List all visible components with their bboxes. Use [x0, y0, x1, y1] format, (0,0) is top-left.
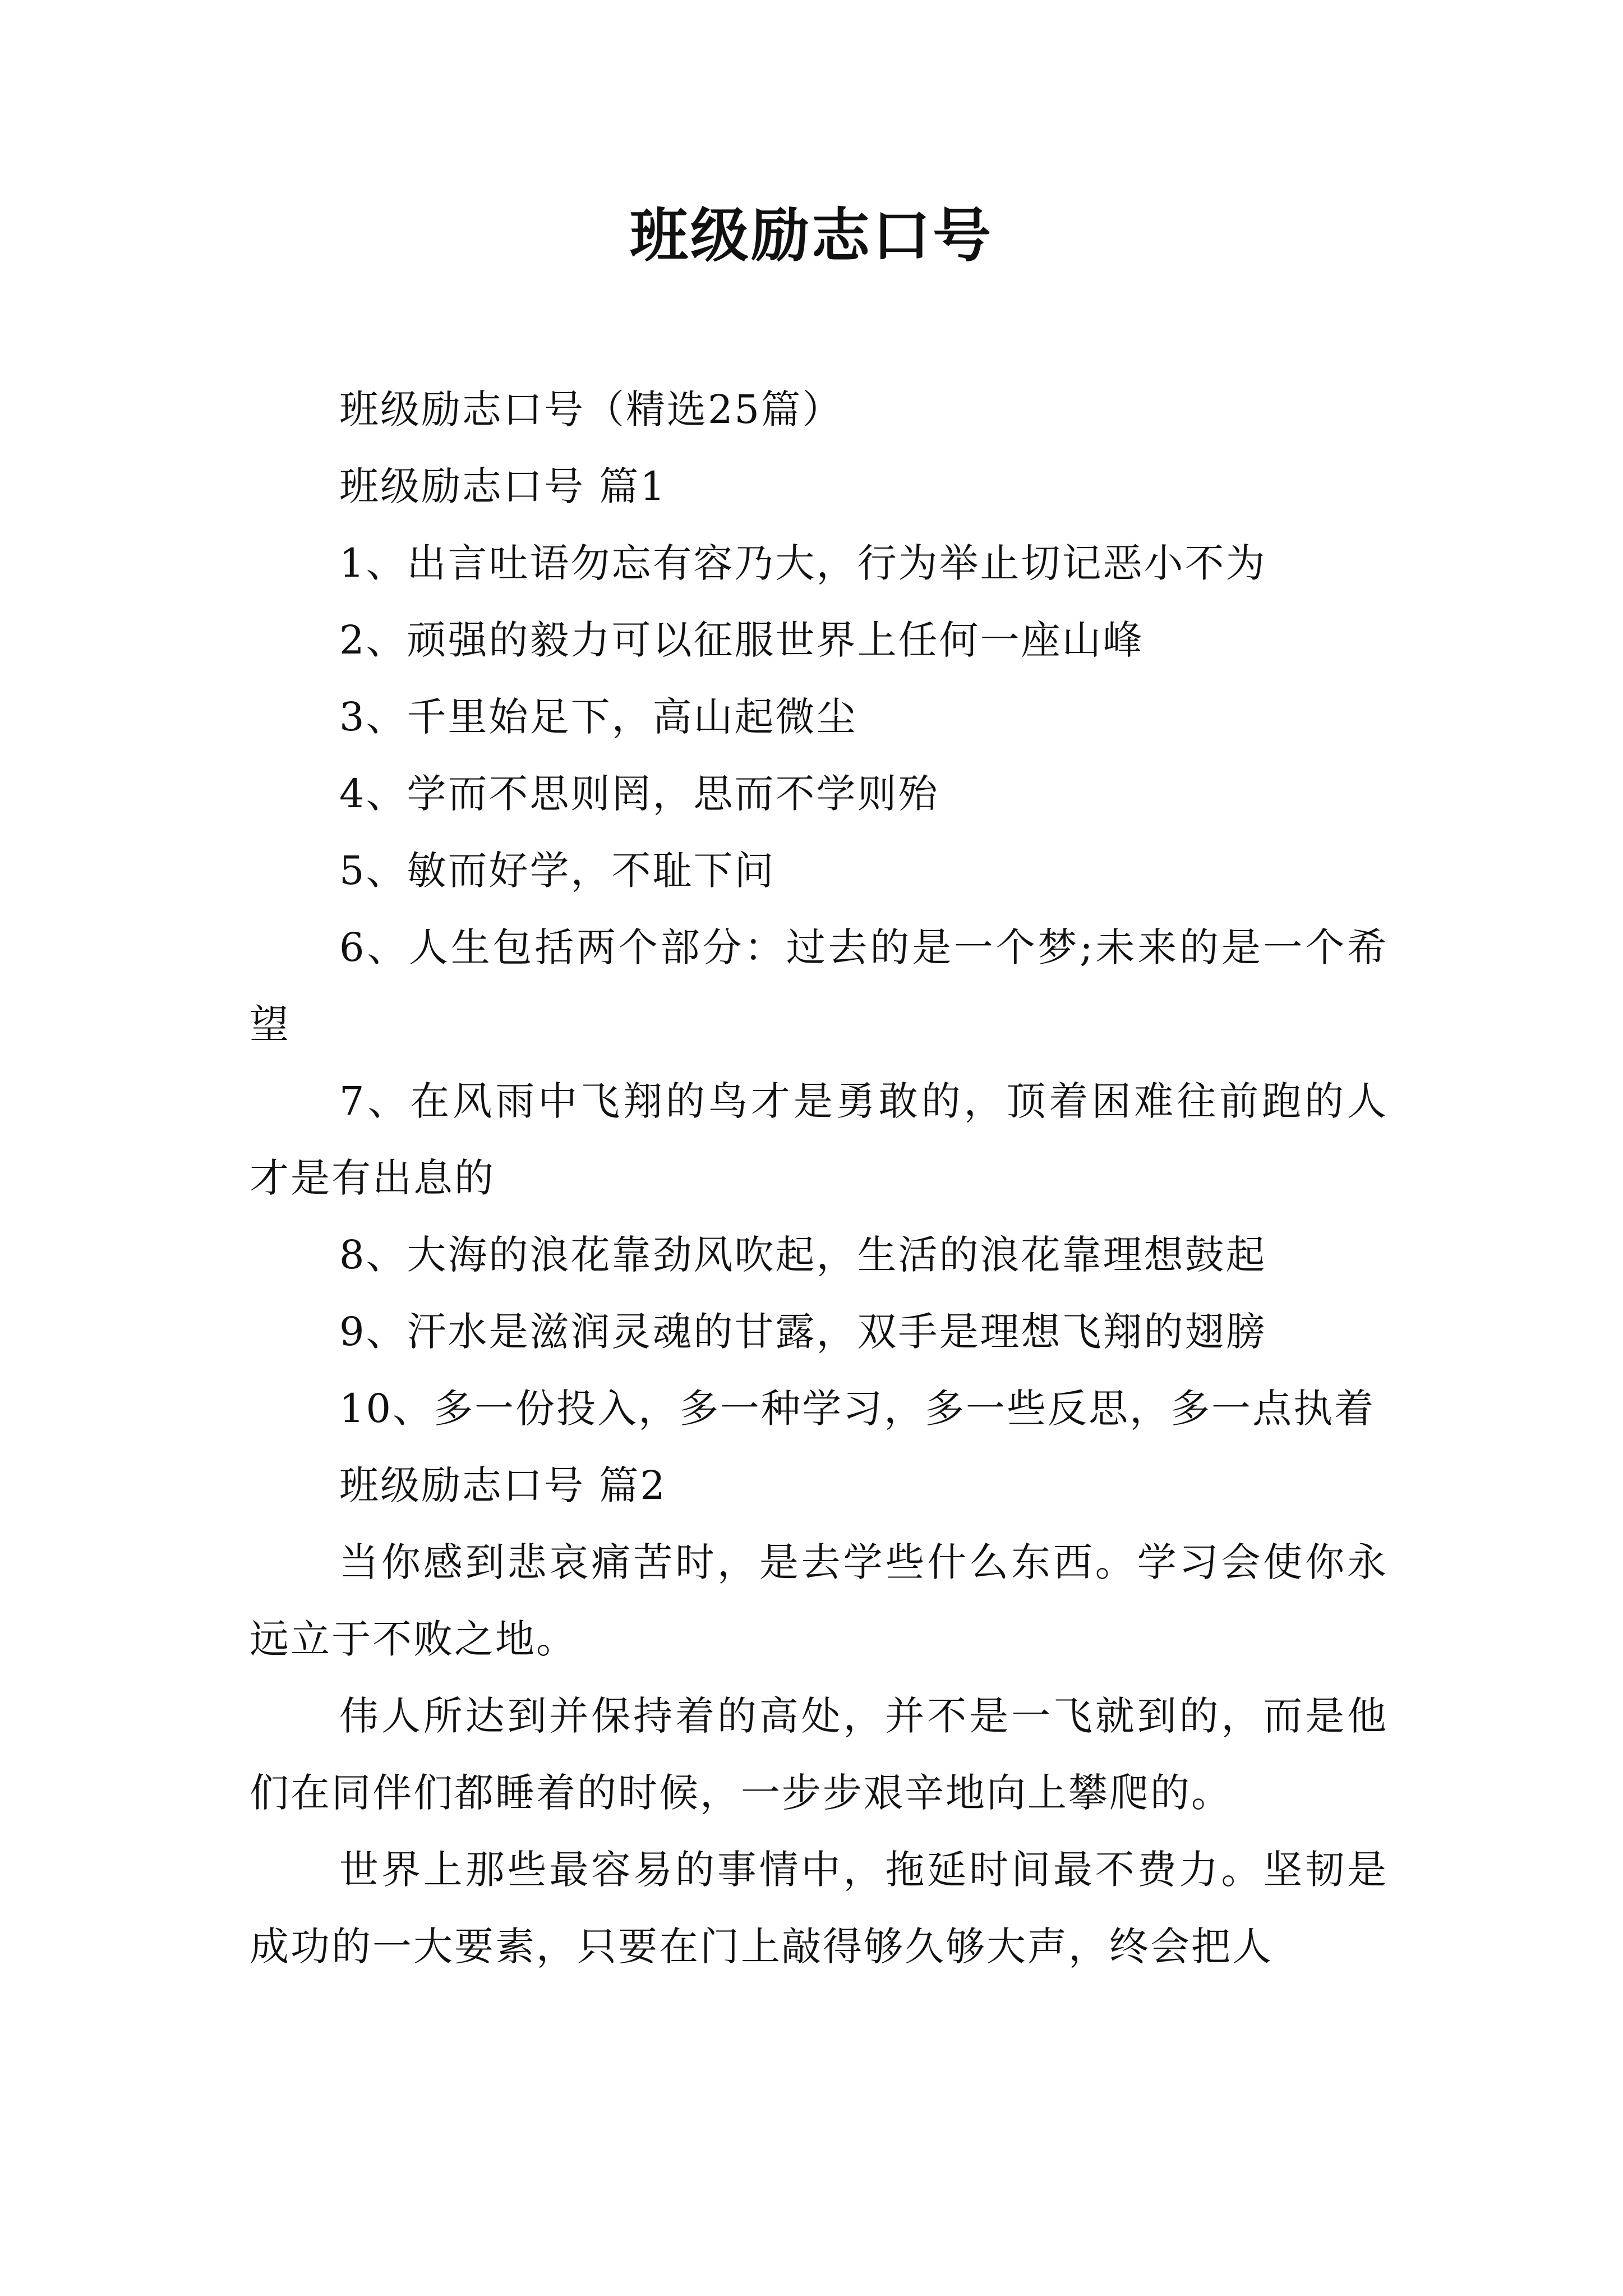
section-heading-2: 班级励志口号 篇2 [339, 1462, 667, 1508]
slogan-9: 9、汗水是滋润灵魂的甘露，双手是理想飞翔的翅膀 [339, 1309, 1267, 1355]
slogan-4: 4、学而不思则罔，思而不学则殆 [339, 771, 939, 817]
paragraph-procrastination: 世界上那些最容易的事情中，拖延时间最不费力。坚韧是成功的一大要素，只要在门上敲得够久够大声，终会把人 [250, 1847, 1388, 1970]
document-body [250, 371, 1388, 1985]
slogan-8: 8、大海的浪花靠劲风吹起，生活的浪花靠理想鼓起 [339, 1232, 1267, 1278]
slogan-7: 7、在风雨中飞翔的鸟才是勇敢的，顶着困难往前跑的人才是有出息的 [250, 1078, 1388, 1201]
paragraph-subtitle: 班级励志口号（精选25篇） [339, 386, 843, 432]
slogan-3: 3、千里始足下，高山起微尘 [339, 694, 857, 740]
paragraph-great-people: 伟人所达到并保持着的高处，并不是一飞就到的，而是他们在同伴们都睡着的时候，一步步艰辛地向上攀爬的。 [250, 1693, 1388, 1816]
paragraph-sorrow: 当你感到悲哀痛苦时，是去学些什么东西。学习会使你永远立于不败之地。 [250, 1539, 1388, 1662]
document-title: 班级励志口号 [629, 201, 993, 270]
slogan-1: 1、出言吐语勿忘有容乃大，行为举止切记恶小不为 [339, 540, 1267, 586]
slogan-2: 2、顽强的毅力可以征服世界上任何一座山峰 [339, 617, 1144, 663]
slogan-5: 5、敏而好学，不耻下问 [339, 848, 776, 894]
slogan-10: 10、多一份投入，多一种学习，多一些反思，多一点执着 [339, 1386, 1376, 1432]
slogan-6: 6、人生包括两个部分：过去的是一个梦;未来的是一个希望 [250, 924, 1388, 1047]
section-heading-1: 班级励志口号 篇1 [339, 463, 667, 509]
